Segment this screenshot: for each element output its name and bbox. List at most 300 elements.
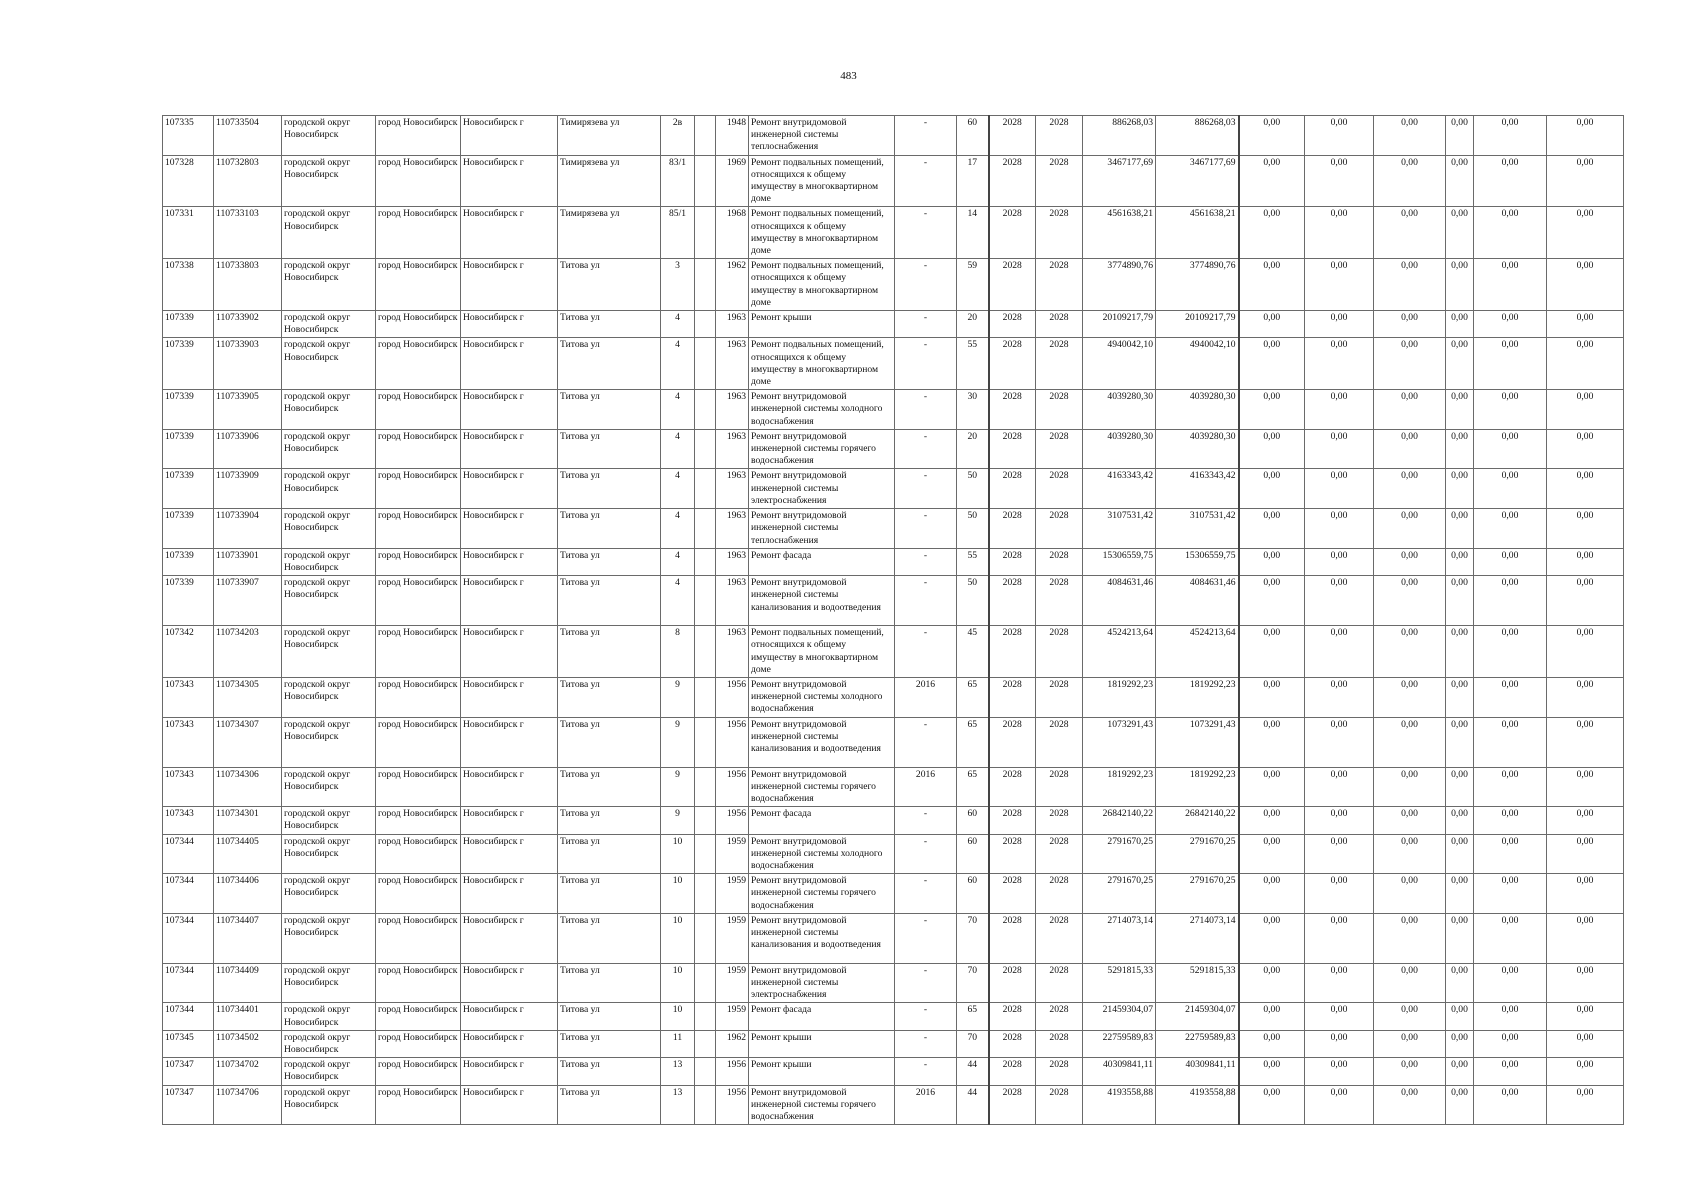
cell-total-cost: 22759589,83: [1156, 1030, 1239, 1057]
cell-work-cost: 2791670,25: [1083, 874, 1156, 914]
cell-fund-owners: 0,00: [1474, 207, 1547, 259]
cell-municipal-district: городской округ Новосибирск: [282, 469, 376, 509]
cell-work-cost: 4039280,30: [1083, 429, 1156, 469]
cell-settlement: город Новосибирск: [376, 717, 461, 767]
table-row: [163, 626, 1624, 678]
cell-house-number: 10: [661, 1003, 695, 1030]
cell-record-id: 107339: [163, 509, 214, 549]
cell-work-type: Ремонт внутридомовой инженерной системы электроснабжения: [749, 469, 895, 509]
cell-house-number: 9: [661, 807, 695, 834]
cell-municipal-district: городской округ Новосибирск: [282, 429, 376, 469]
cell-fund-extra: 0,00: [1547, 1003, 1624, 1030]
cell-street: Титова ул: [558, 1003, 661, 1030]
cell-fund-owners: 0,00: [1474, 913, 1547, 963]
cell-previous-repair-year: -: [895, 155, 957, 207]
cell-settlement: город Новосибирск: [376, 767, 461, 807]
cell-settlement: город Новосибирск: [376, 576, 461, 626]
cell-plan-year: 2028: [989, 1003, 1036, 1030]
cell-fund-federal: 0,00: [1239, 874, 1305, 914]
cell-municipal-district: городской округ Новосибирск: [282, 834, 376, 874]
cell-fund-other: 0,00: [1446, 767, 1474, 807]
table-row: [163, 509, 1624, 549]
cell-plan-year: 2028: [989, 677, 1036, 717]
cell-fund-other: 0,00: [1446, 116, 1474, 156]
cell-total-cost: 2714073,14: [1156, 913, 1239, 963]
cell-city: Новосибирск г: [461, 913, 558, 963]
cell-fund-owners: 0,00: [1474, 259, 1547, 311]
cell-fund-extra: 0,00: [1547, 767, 1624, 807]
cell-municipal-district: городской округ Новосибирск: [282, 338, 376, 390]
cell-work-cost: 40309841,11: [1083, 1058, 1156, 1085]
cell-fund-owners: 0,00: [1474, 626, 1547, 678]
cell-completion-year: 2028: [1036, 717, 1083, 767]
cell-municipal-district: городской округ Новосибирск: [282, 576, 376, 626]
cell-work-cost: 1073291,43: [1083, 717, 1156, 767]
cell-city: Новосибирск г: [461, 469, 558, 509]
cell-plan-year: 2028: [989, 311, 1036, 338]
cell-work-type: Ремонт подвальных помещений, относящихся к общему имуществу в многоквартирном доме: [749, 259, 895, 311]
cell-build-year: 1956: [716, 1085, 749, 1125]
cell-record-id: 107347: [163, 1085, 214, 1125]
cell-building-letter: [695, 767, 716, 807]
cell-fund-extra: 0,00: [1547, 155, 1624, 207]
cell-building-letter: [695, 390, 716, 430]
cell-fund-regional: 0,00: [1305, 390, 1374, 430]
cell-record-id: 107345: [163, 1030, 214, 1057]
cell-completion-year: 2028: [1036, 834, 1083, 874]
cell-wear-percent: 65: [957, 677, 989, 717]
cell-total-cost: 15306559,75: [1156, 548, 1239, 575]
cell-plan-year: 2028: [989, 155, 1036, 207]
cell-previous-repair-year: 2016: [895, 767, 957, 807]
cell-previous-repair-year: -: [895, 717, 957, 767]
cell-city: Новосибирск г: [461, 155, 558, 207]
cell-fund-local: 0,00: [1374, 807, 1446, 834]
cell-fund-extra: 0,00: [1547, 834, 1624, 874]
cell-municipal-district: городской округ Новосибирск: [282, 626, 376, 678]
table-row: [163, 1003, 1624, 1030]
cell-fund-other: 0,00: [1446, 677, 1474, 717]
cell-build-year: 1962: [716, 259, 749, 311]
cell-plan-year: 2028: [989, 913, 1036, 963]
cell-settlement: город Новосибирск: [376, 834, 461, 874]
cell-work-code: 110734406: [214, 874, 282, 914]
cell-settlement: город Новосибирск: [376, 116, 461, 156]
cell-fund-local: 0,00: [1374, 429, 1446, 469]
cell-fund-extra: 0,00: [1547, 717, 1624, 767]
cell-fund-owners: 0,00: [1474, 429, 1547, 469]
cell-building-letter: [695, 116, 716, 156]
cell-fund-local: 0,00: [1374, 207, 1446, 259]
cell-total-cost: 4193558,88: [1156, 1085, 1239, 1125]
cell-work-type: Ремонт внутридомовой инженерной системы канализования и водоотведения: [749, 913, 895, 963]
cell-house-number: 9: [661, 717, 695, 767]
cell-work-cost: 22759589,83: [1083, 1030, 1156, 1057]
cell-record-id: 107344: [163, 834, 214, 874]
cell-fund-owners: 0,00: [1474, 963, 1547, 1003]
cell-settlement: город Новосибирск: [376, 807, 461, 834]
cell-work-code: 110734301: [214, 807, 282, 834]
cell-settlement: город Новосибирск: [376, 874, 461, 914]
cell-building-letter: [695, 207, 716, 259]
cell-city: Новосибирск г: [461, 390, 558, 430]
cell-work-cost: 1819292,23: [1083, 677, 1156, 717]
cell-work-type: Ремонт внутридомовой инженерной системы горячего водоснабжения: [749, 874, 895, 914]
cell-city: Новосибирск г: [461, 116, 558, 156]
cell-city: Новосибирск г: [461, 509, 558, 549]
table-row: [163, 874, 1624, 914]
cell-record-id: 107335: [163, 116, 214, 156]
cell-work-code: 110733103: [214, 207, 282, 259]
table-row: [163, 429, 1624, 469]
cell-city: Новосибирск г: [461, 807, 558, 834]
cell-city: Новосибирск г: [461, 311, 558, 338]
cell-work-code: 110734307: [214, 717, 282, 767]
cell-previous-repair-year: -: [895, 509, 957, 549]
cell-fund-local: 0,00: [1374, 390, 1446, 430]
cell-build-year: 1963: [716, 469, 749, 509]
cell-record-id: 107344: [163, 963, 214, 1003]
cell-wear-percent: 50: [957, 576, 989, 626]
cell-work-type: Ремонт внутридомовой инженерной системы канализования и водоотведения: [749, 576, 895, 626]
cell-completion-year: 2028: [1036, 1030, 1083, 1057]
cell-plan-year: 2028: [989, 874, 1036, 914]
cell-record-id: 107343: [163, 807, 214, 834]
cell-total-cost: 5291815,33: [1156, 963, 1239, 1003]
cell-fund-regional: 0,00: [1305, 429, 1374, 469]
cell-fund-other: 0,00: [1446, 1030, 1474, 1057]
cell-fund-federal: 0,00: [1239, 677, 1305, 717]
cell-city: Новосибирск г: [461, 626, 558, 678]
cell-plan-year: 2028: [989, 207, 1036, 259]
cell-fund-federal: 0,00: [1239, 963, 1305, 1003]
cell-work-type: Ремонт фасада: [749, 1003, 895, 1030]
cell-record-id: 107331: [163, 207, 214, 259]
cell-fund-owners: 0,00: [1474, 1030, 1547, 1057]
cell-fund-extra: 0,00: [1547, 677, 1624, 717]
cell-completion-year: 2028: [1036, 548, 1083, 575]
cell-work-cost: 3774890,76: [1083, 259, 1156, 311]
table-row: [163, 576, 1624, 626]
cell-plan-year: 2028: [989, 116, 1036, 156]
cell-building-letter: [695, 509, 716, 549]
table-row: [163, 834, 1624, 874]
cell-building-letter: [695, 626, 716, 678]
cell-work-type: Ремонт внутридомовой инженерной системы холодного водоснабжения: [749, 677, 895, 717]
table-row: [163, 807, 1624, 834]
cell-fund-owners: 0,00: [1474, 807, 1547, 834]
cell-fund-local: 0,00: [1374, 116, 1446, 156]
cell-record-id: 107328: [163, 155, 214, 207]
cell-build-year: 1963: [716, 548, 749, 575]
cell-completion-year: 2028: [1036, 767, 1083, 807]
cell-city: Новосибирск г: [461, 576, 558, 626]
cell-fund-extra: 0,00: [1547, 1058, 1624, 1085]
cell-completion-year: 2028: [1036, 207, 1083, 259]
cell-fund-local: 0,00: [1374, 874, 1446, 914]
cell-work-cost: 3107531,42: [1083, 509, 1156, 549]
cell-fund-local: 0,00: [1374, 576, 1446, 626]
cell-municipal-district: городской округ Новосибирск: [282, 767, 376, 807]
cell-work-code: 110734702: [214, 1058, 282, 1085]
cell-fund-regional: 0,00: [1305, 767, 1374, 807]
cell-fund-regional: 0,00: [1305, 717, 1374, 767]
cell-total-cost: 1073291,43: [1156, 717, 1239, 767]
cell-street: Титова ул: [558, 390, 661, 430]
cell-work-cost: 4524213,64: [1083, 626, 1156, 678]
cell-completion-year: 2028: [1036, 429, 1083, 469]
cell-build-year: 1963: [716, 338, 749, 390]
cell-fund-federal: 0,00: [1239, 834, 1305, 874]
table-row: [163, 1058, 1624, 1085]
cell-previous-repair-year: -: [895, 576, 957, 626]
cell-work-type: Ремонт внутридомовой инженерной системы холодного водоснабжения: [749, 390, 895, 430]
cell-wear-percent: 70: [957, 963, 989, 1003]
cell-completion-year: 2028: [1036, 338, 1083, 390]
cell-total-cost: 4039280,30: [1156, 390, 1239, 430]
cell-completion-year: 2028: [1036, 390, 1083, 430]
cell-total-cost: 1819292,23: [1156, 767, 1239, 807]
cell-work-code: 110733902: [214, 311, 282, 338]
cell-plan-year: 2028: [989, 429, 1036, 469]
cell-fund-other: 0,00: [1446, 717, 1474, 767]
cell-building-letter: [695, 548, 716, 575]
cell-fund-owners: 0,00: [1474, 717, 1547, 767]
cell-municipal-district: городской округ Новосибирск: [282, 509, 376, 549]
cell-completion-year: 2028: [1036, 259, 1083, 311]
cell-street: Тимирязева ул: [558, 116, 661, 156]
cell-work-cost: 2714073,14: [1083, 913, 1156, 963]
cell-fund-other: 0,00: [1446, 1085, 1474, 1125]
cell-fund-extra: 0,00: [1547, 207, 1624, 259]
table-row: [163, 390, 1624, 430]
cell-work-code: 110733803: [214, 259, 282, 311]
cell-previous-repair-year: -: [895, 1058, 957, 1085]
cell-work-cost: 4940042,10: [1083, 338, 1156, 390]
cell-fund-owners: 0,00: [1474, 469, 1547, 509]
cell-city: Новосибирск г: [461, 1058, 558, 1085]
cell-settlement: город Новосибирск: [376, 1085, 461, 1125]
cell-fund-regional: 0,00: [1305, 509, 1374, 549]
table-row: [163, 1030, 1624, 1057]
cell-fund-regional: 0,00: [1305, 1003, 1374, 1030]
cell-total-cost: 4940042,10: [1156, 338, 1239, 390]
cell-work-type: Ремонт подвальных помещений, относящихся к общему имуществу в многоквартирном доме: [749, 338, 895, 390]
table-row: [163, 963, 1624, 1003]
cell-build-year: 1963: [716, 390, 749, 430]
cell-fund-regional: 0,00: [1305, 1085, 1374, 1125]
cell-fund-extra: 0,00: [1547, 259, 1624, 311]
cell-work-code: 110734502: [214, 1030, 282, 1057]
cell-record-id: 107339: [163, 429, 214, 469]
cell-wear-percent: 70: [957, 913, 989, 963]
cell-street: Титова ул: [558, 834, 661, 874]
cell-house-number: 4: [661, 509, 695, 549]
cell-previous-repair-year: 2016: [895, 677, 957, 717]
cell-wear-percent: 55: [957, 338, 989, 390]
cell-street: Титова ул: [558, 1030, 661, 1057]
cell-house-number: 83/1: [661, 155, 695, 207]
cell-street: Титова ул: [558, 548, 661, 575]
cell-settlement: город Новосибирск: [376, 626, 461, 678]
cell-fund-regional: 0,00: [1305, 576, 1374, 626]
cell-work-type: Ремонт подвальных помещений, относящихся к общему имуществу в многоквартирном доме: [749, 207, 895, 259]
cell-fund-federal: 0,00: [1239, 807, 1305, 834]
cell-fund-federal: 0,00: [1239, 259, 1305, 311]
cell-fund-other: 0,00: [1446, 1058, 1474, 1085]
cell-plan-year: 2028: [989, 834, 1036, 874]
cell-municipal-district: городской округ Новосибирск: [282, 963, 376, 1003]
cell-work-type: Ремонт внутридомовой инженерной системы холодного водоснабжения: [749, 834, 895, 874]
cell-house-number: 4: [661, 576, 695, 626]
cell-fund-other: 0,00: [1446, 874, 1474, 914]
cell-fund-owners: 0,00: [1474, 1003, 1547, 1030]
cell-record-id: 107344: [163, 913, 214, 963]
cell-fund-extra: 0,00: [1547, 429, 1624, 469]
cell-street: Титова ул: [558, 807, 661, 834]
cell-municipal-district: городской округ Новосибирск: [282, 548, 376, 575]
cell-fund-owners: 0,00: [1474, 874, 1547, 914]
cell-total-cost: 2791670,25: [1156, 834, 1239, 874]
cell-work-cost: 5291815,33: [1083, 963, 1156, 1003]
cell-plan-year: 2028: [989, 390, 1036, 430]
cell-work-type: Ремонт крыши: [749, 1058, 895, 1085]
cell-house-number: 10: [661, 963, 695, 1003]
cell-fund-federal: 0,00: [1239, 767, 1305, 807]
cell-record-id: 107339: [163, 338, 214, 390]
cell-settlement: город Новосибирск: [376, 311, 461, 338]
cell-house-number: 13: [661, 1058, 695, 1085]
cell-record-id: 107339: [163, 548, 214, 575]
table-row: [163, 311, 1624, 338]
cell-fund-regional: 0,00: [1305, 1030, 1374, 1057]
cell-fund-regional: 0,00: [1305, 626, 1374, 678]
cell-completion-year: 2028: [1036, 1058, 1083, 1085]
cell-fund-local: 0,00: [1374, 1003, 1446, 1030]
cell-fund-regional: 0,00: [1305, 874, 1374, 914]
cell-work-cost: 4193558,88: [1083, 1085, 1156, 1125]
cell-city: Новосибирск г: [461, 677, 558, 717]
cell-total-cost: 4524213,64: [1156, 626, 1239, 678]
cell-city: Новосибирск г: [461, 834, 558, 874]
cell-street: Титова ул: [558, 717, 661, 767]
cell-settlement: город Новосибирск: [376, 548, 461, 575]
cell-fund-owners: 0,00: [1474, 767, 1547, 807]
cell-house-number: 10: [661, 834, 695, 874]
cell-fund-regional: 0,00: [1305, 963, 1374, 1003]
cell-fund-local: 0,00: [1374, 963, 1446, 1003]
cell-record-id: 107343: [163, 767, 214, 807]
cell-fund-other: 0,00: [1446, 338, 1474, 390]
cell-street: Титова ул: [558, 311, 661, 338]
cell-fund-owners: 0,00: [1474, 509, 1547, 549]
cell-plan-year: 2028: [989, 626, 1036, 678]
cell-record-id: 107343: [163, 717, 214, 767]
cell-plan-year: 2028: [989, 338, 1036, 390]
cell-build-year: 1969: [716, 155, 749, 207]
cell-fund-local: 0,00: [1374, 913, 1446, 963]
cell-work-type: Ремонт внутридомовой инженерной системы теплоснабжения: [749, 509, 895, 549]
cell-wear-percent: 44: [957, 1085, 989, 1125]
table-row: [163, 207, 1624, 259]
cell-settlement: город Новосибирск: [376, 469, 461, 509]
cell-municipal-district: городской округ Новосибирск: [282, 390, 376, 430]
cell-fund-local: 0,00: [1374, 311, 1446, 338]
cell-work-code: 110733504: [214, 116, 282, 156]
cell-fund-regional: 0,00: [1305, 1058, 1374, 1085]
cell-fund-federal: 0,00: [1239, 311, 1305, 338]
cell-wear-percent: 50: [957, 509, 989, 549]
cell-build-year: 1959: [716, 874, 749, 914]
cell-fund-local: 0,00: [1374, 509, 1446, 549]
cell-municipal-district: городской округ Новосибирск: [282, 1030, 376, 1057]
cell-fund-regional: 0,00: [1305, 834, 1374, 874]
cell-fund-owners: 0,00: [1474, 548, 1547, 575]
cell-plan-year: 2028: [989, 963, 1036, 1003]
cell-building-letter: [695, 717, 716, 767]
cell-fund-other: 0,00: [1446, 469, 1474, 509]
cell-previous-repair-year: -: [895, 116, 957, 156]
cell-wear-percent: 45: [957, 626, 989, 678]
cell-completion-year: 2028: [1036, 155, 1083, 207]
cell-city: Новосибирск г: [461, 1085, 558, 1125]
cell-building-letter: [695, 338, 716, 390]
cell-house-number: 3: [661, 259, 695, 311]
cell-work-type: Ремонт подвальных помещений, относящихся к общему имуществу в многоквартирном доме: [749, 155, 895, 207]
cell-street: Титова ул: [558, 576, 661, 626]
cell-total-cost: 4561638,21: [1156, 207, 1239, 259]
cell-previous-repair-year: -: [895, 963, 957, 1003]
cell-building-letter: [695, 913, 716, 963]
cell-wear-percent: 60: [957, 807, 989, 834]
cell-fund-federal: 0,00: [1239, 626, 1305, 678]
repair-plan-table: [162, 115, 1624, 1125]
cell-work-cost: 2791670,25: [1083, 834, 1156, 874]
cell-record-id: 107343: [163, 677, 214, 717]
cell-street: Титова ул: [558, 677, 661, 717]
cell-work-cost: 886268,03: [1083, 116, 1156, 156]
cell-build-year: 1956: [716, 717, 749, 767]
cell-wear-percent: 17: [957, 155, 989, 207]
cell-fund-owners: 0,00: [1474, 155, 1547, 207]
cell-work-code: 110733905: [214, 390, 282, 430]
cell-city: Новосибирск г: [461, 429, 558, 469]
cell-municipal-district: городской округ Новосибирск: [282, 717, 376, 767]
cell-previous-repair-year: -: [895, 874, 957, 914]
cell-municipal-district: городской округ Новосибирск: [282, 155, 376, 207]
cell-municipal-district: городской округ Новосибирск: [282, 1003, 376, 1030]
cell-wear-percent: 44: [957, 1058, 989, 1085]
cell-building-letter: [695, 834, 716, 874]
cell-previous-repair-year: -: [895, 469, 957, 509]
cell-build-year: 1963: [716, 311, 749, 338]
cell-previous-repair-year: -: [895, 259, 957, 311]
cell-settlement: город Новосибирск: [376, 913, 461, 963]
cell-fund-federal: 0,00: [1239, 913, 1305, 963]
table-row: [163, 548, 1624, 575]
cell-house-number: 9: [661, 767, 695, 807]
cell-previous-repair-year: -: [895, 429, 957, 469]
cell-fund-extra: 0,00: [1547, 548, 1624, 575]
cell-work-type: Ремонт крыши: [749, 1030, 895, 1057]
cell-house-number: 4: [661, 548, 695, 575]
cell-fund-federal: 0,00: [1239, 548, 1305, 575]
cell-work-type: Ремонт фасада: [749, 807, 895, 834]
cell-building-letter: [695, 469, 716, 509]
cell-municipal-district: городской округ Новосибирск: [282, 807, 376, 834]
cell-fund-other: 0,00: [1446, 548, 1474, 575]
cell-street: Титова ул: [558, 429, 661, 469]
